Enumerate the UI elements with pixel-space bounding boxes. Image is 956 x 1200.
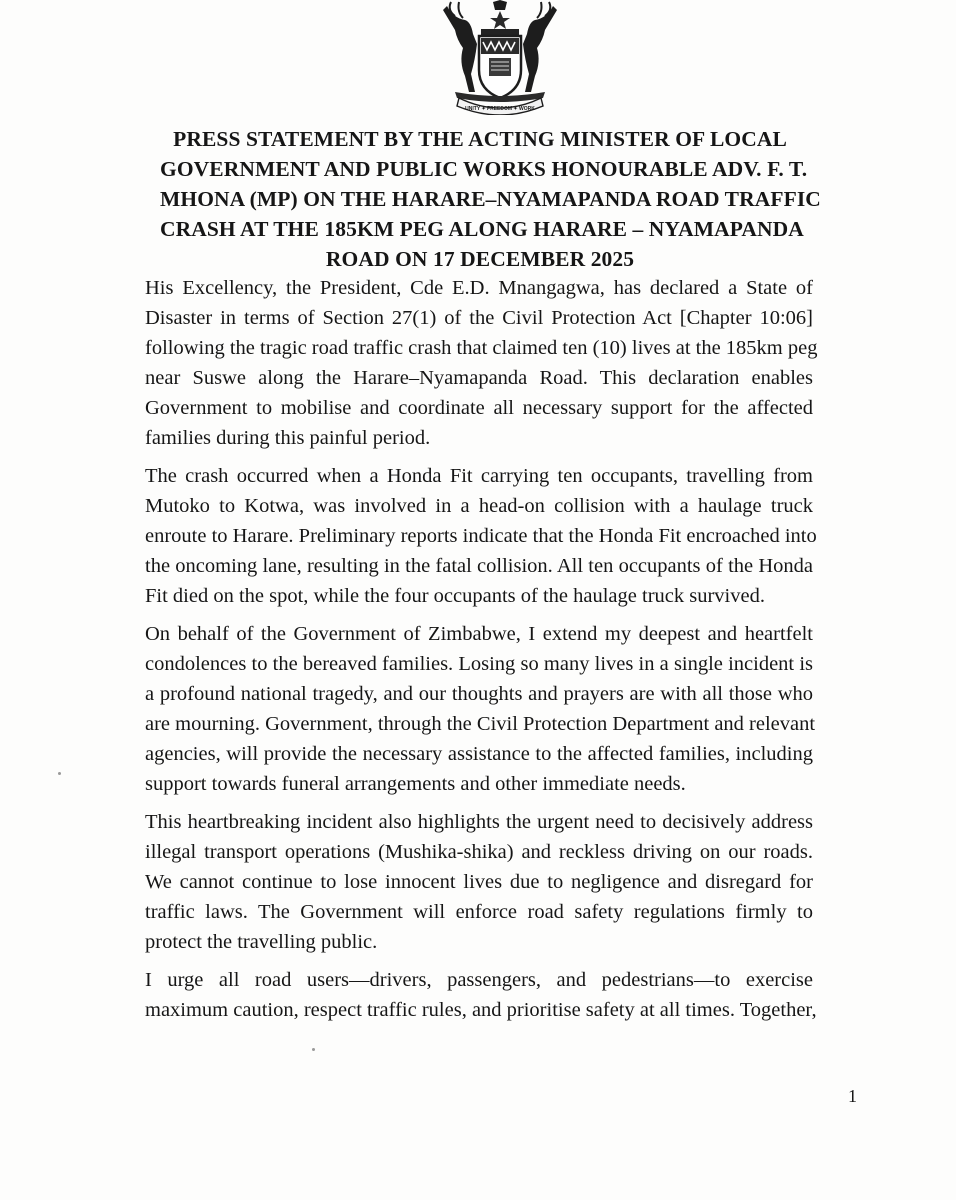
text-line: support towards funeral arrangements and other immediate needs. [145, 773, 686, 795]
text-line: This heartbreaking incident also highlights the urgent need to decisively address [145, 811, 813, 833]
press-statement-title [160, 124, 821, 274]
scan-speck [312, 1048, 315, 1051]
text-line: Disaster in terms of Section 27(1) of the Civil Protection Act [Chapter 10:06] [145, 307, 813, 329]
text-line: The crash occurred when a Honda Fit carrying ten occupants, travelling from [145, 465, 813, 487]
paragraph-condolences [145, 619, 816, 799]
text-line: near Suswe along the Harare–Nyamapanda Road. This declaration enables [145, 367, 813, 389]
title-line: GOVERNMENT AND PUBLIC WORKS HONOURABLE ADV. F. T. [160, 157, 808, 181]
text-line: maximum caution, respect traffic rules, and prioritise safety at all times. Together, [145, 999, 817, 1021]
coat-of-arms-icon [425, 0, 575, 115]
text-line: Mutoko to Kotwa, was involved in a head-on collision with a haulage truck [145, 495, 813, 517]
title-line: CRASH AT THE 185KM PEG ALONG HARARE – NYAMAPANDA [160, 217, 804, 241]
text-line: the oncoming lane, resulting in the fatal collision. All ten occupants of the Honda [145, 555, 813, 577]
text-line: On behalf of the Government of Zimbabwe, I extend my deepest and heartfelt [145, 623, 813, 645]
motto-text: UNITY ✦ FREEDOM ✦ WORK [465, 106, 535, 112]
text-line: agencies, will provide the necessary assistance to the affected families, including [145, 743, 813, 765]
paragraph-state-of-disaster [145, 273, 818, 453]
text-line: following the tragic road traffic crash that claimed ten (10) lives at the 185km peg [145, 337, 818, 359]
title-line: PRESS STATEMENT BY THE ACTING MINISTER OF LOCAL [173, 127, 787, 151]
text-line: enroute to Harare. Preliminary reports indicate that the Honda Fit encroached into [145, 525, 817, 547]
text-line: protect the travelling public. [145, 931, 378, 953]
scan-speck [58, 772, 61, 775]
title-line: MHONA (MP) ON THE HARARE–NYAMAPANDA ROAD TRAFFIC [160, 187, 821, 211]
text-line: His Excellency, the President, Cde E.D. Mnangagwa, has declared a State of [145, 277, 813, 299]
text-line: families during this painful period. [145, 427, 431, 449]
page-number: 1 [848, 1086, 857, 1106]
text-line: a profound national tragedy, and our thoughts and prayers are with all those who [145, 683, 813, 705]
text-line: traffic laws. The Government will enforce road safety regulations firmly to [145, 901, 813, 923]
text-line: We cannot continue to lose innocent lives due to negligence and disregard for [145, 871, 813, 893]
text-line: Fit died on the spot, while the four occupants of the haulage truck survived. [145, 585, 765, 607]
text-line: Government to mobilise and coordinate all necessary support for the affected [145, 397, 813, 419]
text-line: I urge all road users—drivers, passengers, and pedestrians—to exercise [145, 969, 813, 991]
paragraph-appeal [145, 965, 817, 1025]
text-line: condolences to the bereaved families. Losing so many lives in a single incident is [145, 653, 813, 675]
paragraph-crash-details [145, 461, 817, 611]
paragraph-road-safety [145, 807, 813, 957]
title-line: ROAD ON 17 DECEMBER 2025 [325, 247, 635, 271]
text-line: are mourning. Government, through the Civil Protection Department and relevant [145, 713, 816, 735]
text-line: illegal transport operations (Mushika-shika) and reckless driving on our roads. [145, 841, 813, 863]
